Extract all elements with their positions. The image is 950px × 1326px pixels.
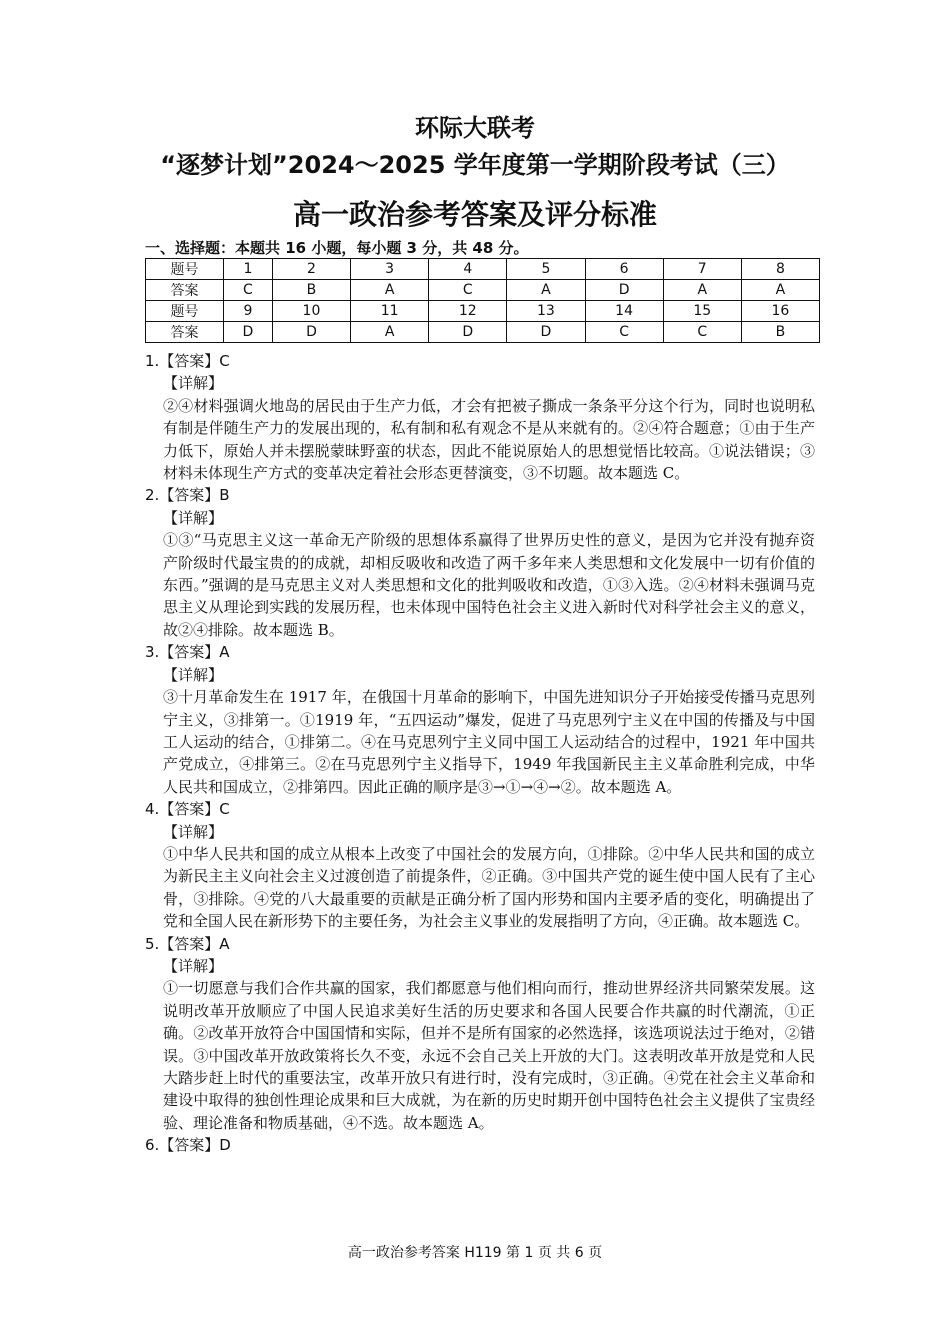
table-cell: B (272, 280, 350, 301)
table-cell: 5 (507, 259, 585, 280)
detail-label: 【详解】 (163, 508, 224, 527)
table-cell: 9 (224, 301, 273, 322)
table-cell: 1 (224, 259, 273, 280)
question-block (145, 798, 815, 932)
table-cell: 10 (272, 301, 350, 322)
detail-label: 【详解】 (163, 374, 224, 393)
answer-table (145, 258, 820, 343)
table-cell: D (507, 322, 585, 343)
answer-key: 6.【答案】D (145, 1136, 231, 1155)
table-cell: D (429, 322, 507, 343)
table-cell: 6 (585, 259, 663, 280)
answer-key: 4.【答案】C (145, 800, 230, 819)
document-title: 高一政治参考答案及评分标准 (292, 198, 657, 231)
table-cell: 15 (663, 301, 741, 322)
table-cell: A (351, 280, 429, 301)
table-cell: 14 (585, 301, 663, 322)
table-cell: C (585, 322, 663, 343)
explanation-text: ①一切愿意与我们合作共赢的国家，我们都愿意与他们相向而行，推动世界经济共同繁荣发展。这说明改革开放顺应了中国人民追求美好生活的历史要求和各国人民要合作共赢的时代潮流，①正确。②改革开放符合中国国情和实际，但并不是所有国家的必然选择，该选项说法过于绝对，②错误。③中国改革开放政策将长久不变，永远不会自己关上开放的大门。这表明改革开放是党和人民大踏步赶上时代的重要法宝，改革开放只有进行时，没有完成时，③正确。④党在社会主义革命和建设中取得的独创性理论成果和巨大成就，为在新的历史时期开创中国特色社会主义提供了宝贵经验、理论准备和物质基础，④不选。故本题选 A。 (163, 979, 815, 1132)
table-cell: 4 (429, 259, 507, 280)
answer-key: 1.【答案】C (145, 352, 230, 370)
detail-label: 【详解】 (163, 822, 224, 841)
table-row-header: 题号 (146, 259, 224, 280)
detail-label: 【详解】 (163, 956, 224, 975)
question-block (145, 350, 815, 484)
table-cell: 7 (663, 259, 741, 280)
question-block (145, 1134, 815, 1156)
explanation-text: ①③“马克思主义这一革命无产阶级的思想体系赢得了世界历史性的意义，是因为它并没有抛弃资产阶级时代最宝贵的的成就，却相反吸收和改造了两千多年来人类思想和文化发展中一切有价值的东西。”强调的是马克思主义对人类思想和文化的批判吸收和改造，①③入选。②④材料未强调马克思主义从理论到实践的发展历程，也未体现中国特色社会主义进入新时代对科学社会主义的意义，故②④排除。故本题选 B。 (163, 531, 815, 639)
table-cell: 2 (272, 259, 350, 280)
answer-explanations (145, 350, 815, 1157)
table-cell: C (429, 280, 507, 301)
table-row (146, 259, 820, 280)
table-cell: D (224, 322, 273, 343)
table-cell: 11 (351, 301, 429, 322)
table-cell: A (663, 280, 741, 301)
table-row-header: 答案 (146, 322, 224, 343)
explanation-text: ③十月革命发生在 1917 年，在俄国十月革命的影响下，中国先进知识分子开始接受传播马克思列宁主义，③排第一。①1919 年，“五四运动”爆发，促进了马克思列宁主义在中国的传播及与中国工人运动的结合，①排第二。④在马克思列宁主义同中国工人运动结合的过程中，1921 年中国共产党成立，④排第三。②在马克思列宁主义指导下，1949 年我国新民主主义革命胜利完成，中华人民共和国成立，②排第四。因此正确的顺序是③→①→④→②。故本题选 A。 (163, 688, 815, 796)
answer-key: 3.【答案】A (145, 643, 230, 662)
question-block (145, 933, 815, 1135)
table-cell: 16 (741, 301, 819, 322)
table-cell: A (351, 322, 429, 343)
table-cell: 12 (429, 301, 507, 322)
exam-subtitle: “逐梦计划”2024～2025 学年度第一学期阶段考试（三） (160, 151, 790, 179)
table-row (146, 280, 820, 301)
explanation-text: ②④材料强调火地岛的居民由于生产力低，才会有把被子撕成一条条平分这个行为，同时也说明私有制是伴随生产力的发展出现的，私有制和私有观念不是从来就有的。②④符合题意；①由于生产力低下，原始人并未摆脱蒙昧野蛮的状态，因此不能说原始人的思想觉悟比较高。①说法错误；③材料未体现生产方式的变革决定着社会形态更替演变，③不切题。故本题选 C。 (163, 396, 815, 483)
answer-key: 5.【答案】A (145, 934, 230, 953)
table-row (146, 301, 820, 322)
table-row (146, 322, 820, 343)
table-cell: D (272, 322, 350, 343)
question-block (145, 641, 815, 798)
section-heading: 一、选择题：本题共 16 小题，每小题 3 分，共 48 分。 (145, 239, 529, 257)
detail-label: 【详解】 (163, 665, 224, 684)
table-cell: 8 (741, 259, 819, 280)
explanation-text: ①中华人民共和国的成立从根本上改变了中国社会的发展方向，①排除。②中华人民共和国的成立为新民主主义向社会主义过渡创造了前提条件，②正确。③中国共产党的诞生使中国人民有了主心骨，③排除。④党的八大最重要的贡献是正确分析了国内形势和国内主要矛盾的变化，明确提出了党和全国人民在新形势下的主要任务，为社会主义事业的发展指明了方向，④正确。故本题选 C。 (163, 844, 815, 931)
table-cell: A (741, 280, 819, 301)
table-cell: 3 (351, 259, 429, 280)
exam-title: 环际大联考 (415, 114, 535, 142)
table-cell: C (224, 280, 273, 301)
table-cell: C (663, 322, 741, 343)
answer-key: 2.【答案】B (145, 486, 230, 505)
table-cell: B (741, 322, 819, 343)
table-row-header: 题号 (146, 301, 224, 322)
question-block (145, 484, 815, 641)
table-cell: D (585, 280, 663, 301)
page-footer: 高一政治参考答案 H119 第 1 页 共 6 页 (347, 1245, 603, 1261)
table-row-header: 答案 (146, 280, 224, 301)
table-cell: A (507, 280, 585, 301)
table-cell: 13 (507, 301, 585, 322)
